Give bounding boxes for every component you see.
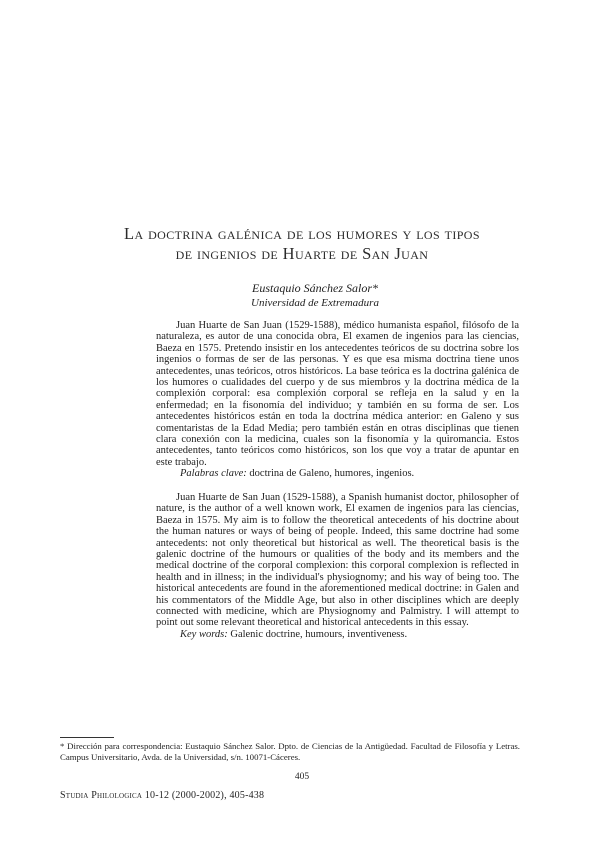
footnote: * Dirección para correspondencia: Eustaquio Sánchez Salor. Dpto. de Ciencias de la Antigüedad. Facultad de Filosofía y Letras. Campus Universitario, Avda. de la Universidad, s/n. 10071-Cáceres.: [60, 741, 520, 762]
journal-name: Studia Philologica: [60, 790, 143, 801]
abstract-spanish-text: Juan Huarte de San Juan (1529-1588), médico humanista español, filósofo de la naturaleza, es autor de una conocida obra, El examen de ingenios para las ciencias, Baeza en 1575. Pretendo insistir en los antecedentes teóricos de su doctrina sobre los ingenios o formas de ser de las personas. Y es que esa misma doctrina tiene unos antecedentes, unas teóricos, otros históricos. La base teórica es la doctrina galénica de los humores o cualidades del cuerpo y de sus miembros y la doctrina médica de la complexión corporal: esa complexión corporal se refleja en la salud y en la enfermedad; en la fisonomía del individuo; y también en su forma de ser. Los antecedentes históricos están en toda la doctrina médica anterior: en Galeno y sus comentaristas de la Edad Media; pero también están en otras disciplinas que tienen clara conexión con la medicina, cuales son la fisonomía y la quiromancia. Estos antecedentes, tanto teóricos como históricos, son los que voy a tratar de apuntar en este trabajo.: [156, 320, 519, 468]
footnote-divider: [60, 737, 114, 738]
author-name: Eustaquio Sánchez Salor*: [252, 281, 378, 295]
abstract-spanish: [156, 320, 519, 480]
abstract-english: [156, 492, 519, 640]
running-footer: [60, 790, 460, 801]
article-title: [58, 224, 546, 264]
keywords-spanish: [156, 468, 519, 479]
keywords-english: [156, 629, 519, 640]
article-title-line-2: de ingenios de Huarte de San Juan: [175, 244, 429, 263]
keywords-spanish-label: Palabras clave:: [180, 468, 247, 480]
page-number: 405: [294, 772, 310, 782]
journal-issue: 10-12 (2000-2002), 405-438: [144, 790, 265, 801]
keywords-english-values: Galenic doctrine, humours, inventiveness.: [230, 628, 408, 640]
author-affiliation: Universidad de Extremadura: [251, 297, 379, 309]
keywords-spanish-values: doctrina de Galeno, humores, ingenios.: [249, 468, 415, 480]
keywords-english-label: Key words:: [180, 628, 228, 640]
article-title-line-1: La doctrina galénica de los humores y los tipos: [124, 224, 480, 243]
abstract-english-text: Juan Huarte de San Juan (1529-1588), a Spanish humanist doctor, philosopher of nature, is the author of a well known work, El examen de ingenios para las ciencias, Baeza in 1575. My aim is to follow the theoretical antecedents of his doctrine about the human natures or ways of being of people. Indeed, this same doctrine had some antecedents: not only theoretical but historical as well. The theoretical basis is the galenic doctrine of the humours or qualities of the body and its members and the medical doctrine of the corporal complexion: this corporal complexion is reflected in health and in illness; in the individual's physiognomy; and his way of being too. The historical antecedents are found in the aforementioned medical doctrine: in Galen and his commentators of the Middle Age, but also in other disciplines which are deeply connected with medicine, which are Physiognomy and Palmistry. I will attempt to point out some relevant theoretical and historical antecedents in this essay.: [156, 492, 519, 629]
